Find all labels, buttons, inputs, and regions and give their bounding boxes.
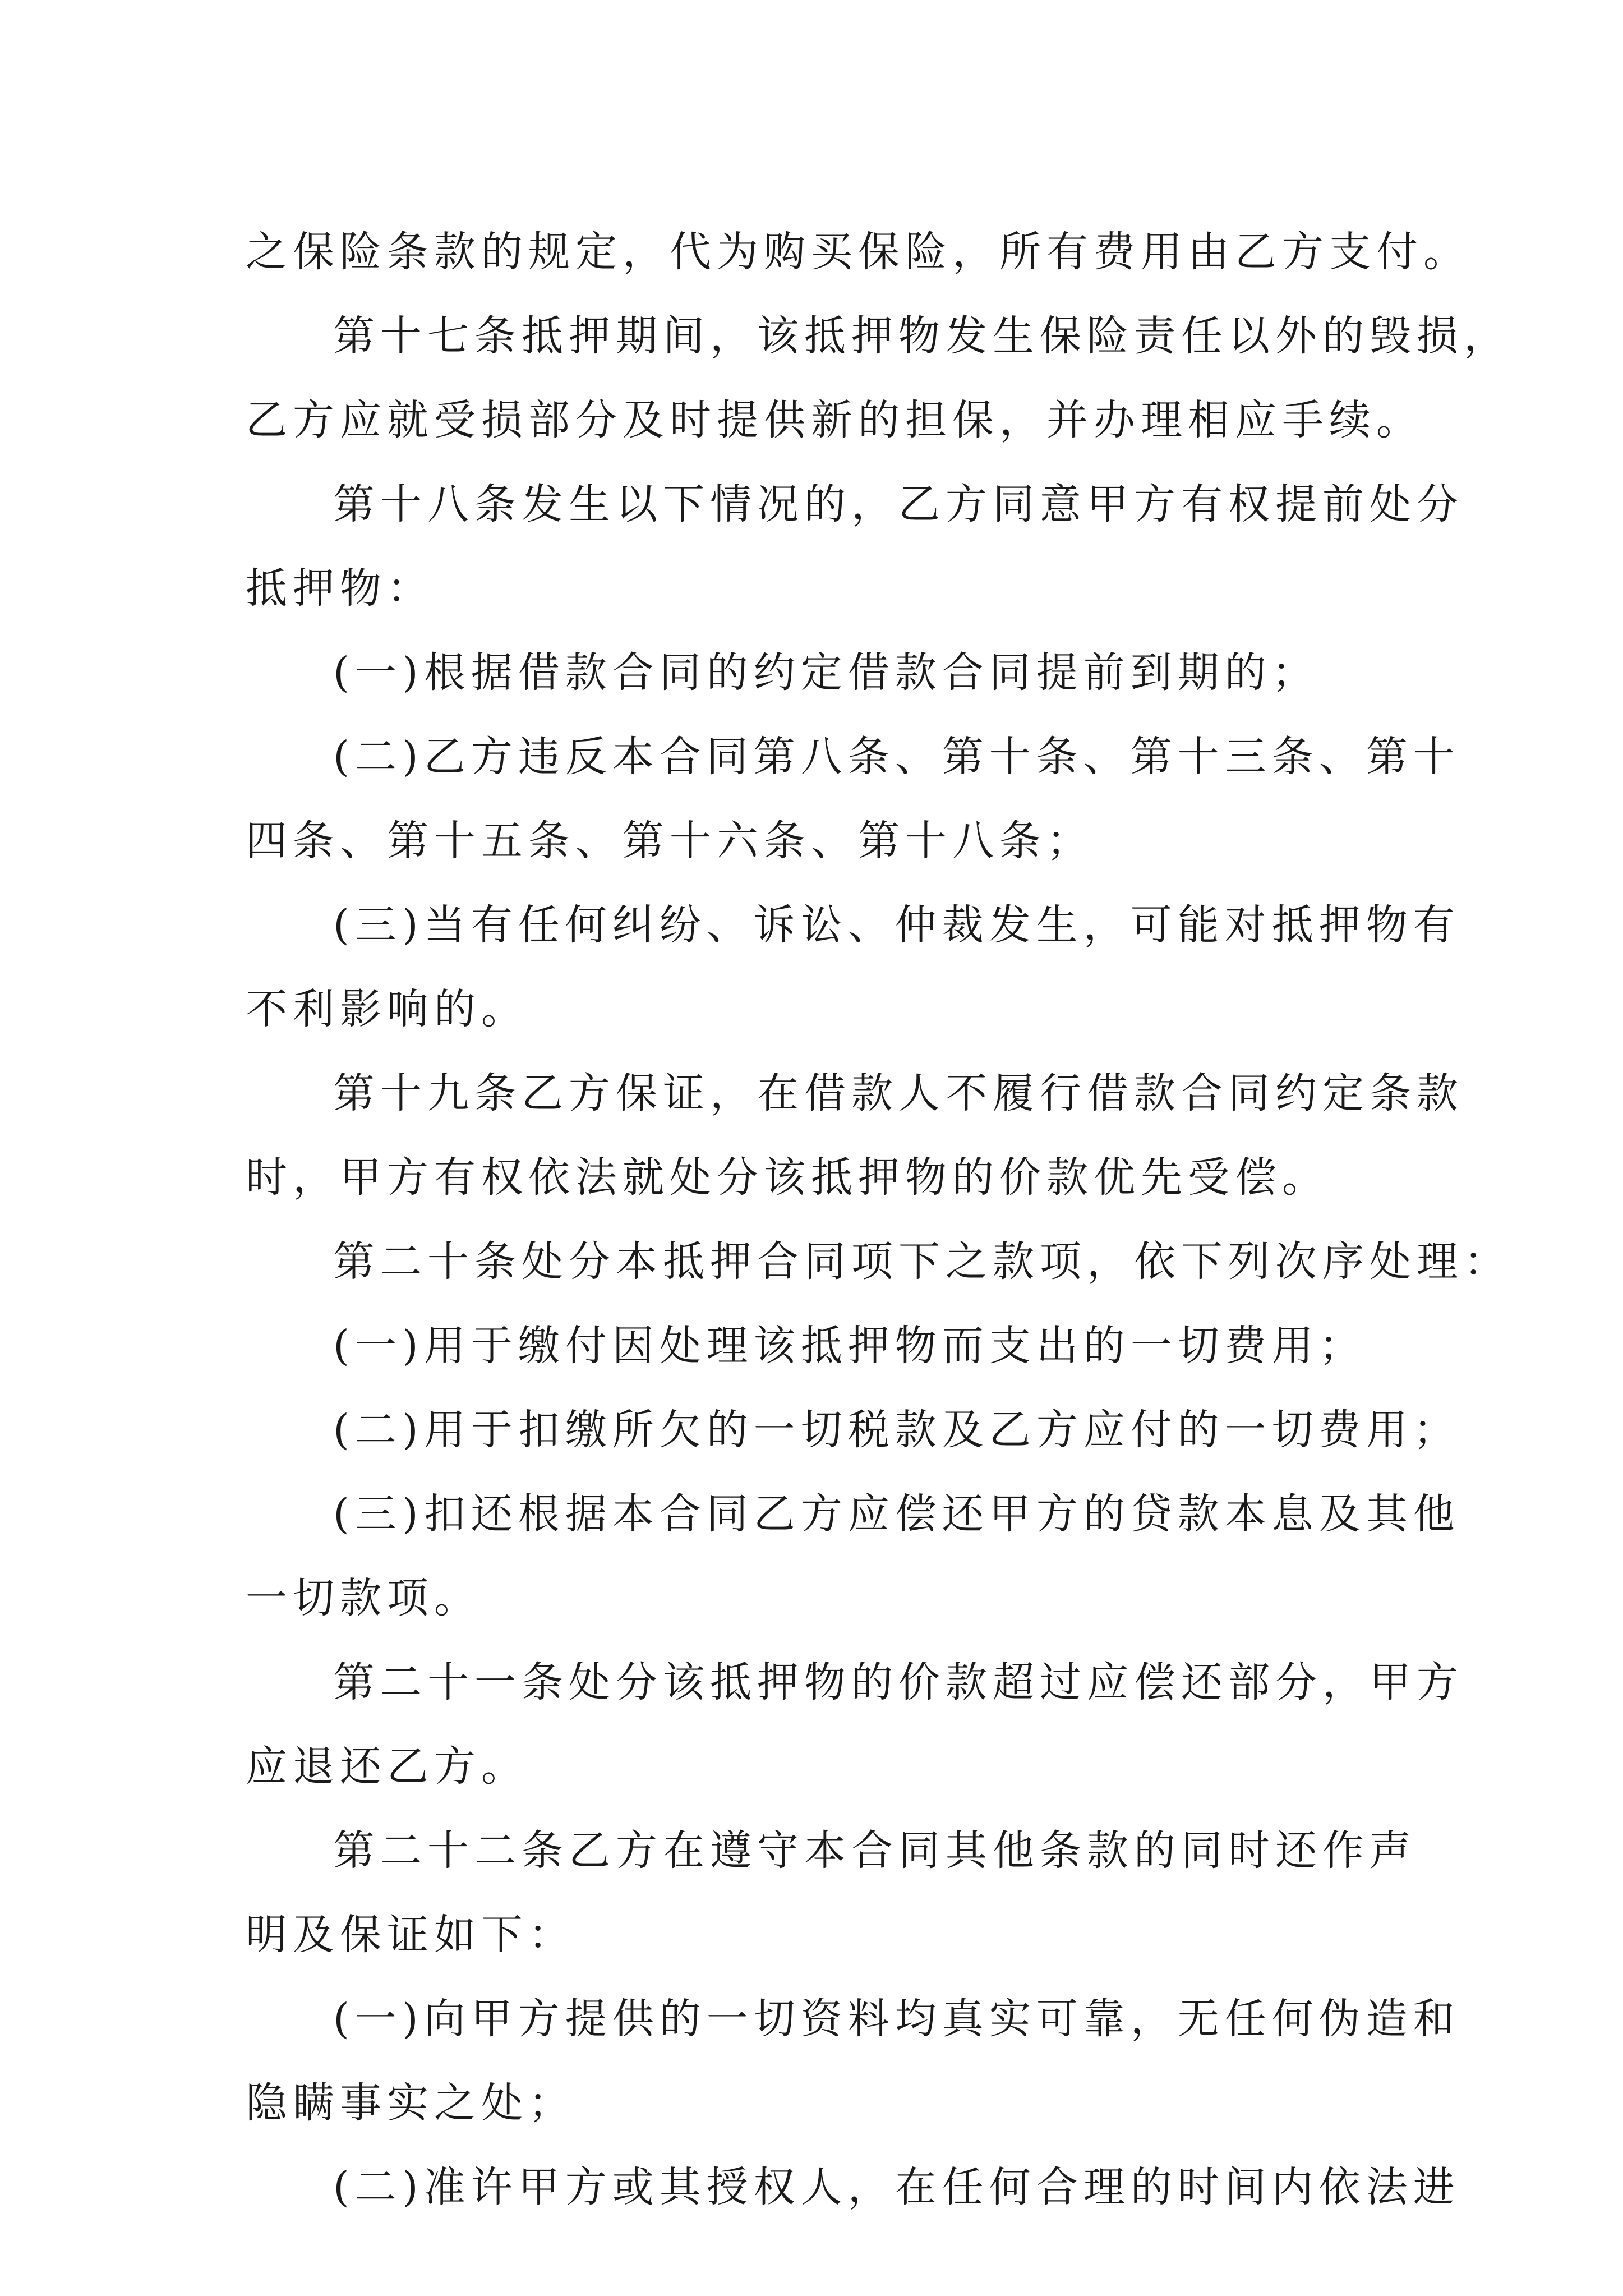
text-line: 时，甲方有权依法就处分该抵押物的价款优先受偿。	[246, 1153, 1329, 1202]
text-line: 一切款项。	[246, 1574, 481, 1622]
document-body	[246, 210, 1511, 2229]
text-line: 之保险条款的规定，代为购买保险，所有费用由乙方支付。	[246, 228, 1470, 276]
text-line: (二)准许甲方或其授权人，在任何合理的时间内依法进	[333, 2163, 1460, 2211]
text-line: 乙方应就受损部分及时提供新的担保，并办理相应手续。	[246, 396, 1423, 444]
text-line: (一)向甲方提供的一切资料均真实可靠，无任何伪造和	[333, 1995, 1460, 2043]
text-line: 不利影响的。	[246, 985, 528, 1033]
text-line: 抵押物：	[246, 564, 434, 613]
text-line: 第二十二条乙方在遵守本合同其他条款的同时还作声	[333, 1826, 1417, 1875]
text-line: 隐瞒事实之处；	[246, 2079, 575, 2127]
text-line: 第十九条乙方保证，在借款人不履行借款合同约定条款	[333, 1069, 1464, 1117]
text-line: (二)乙方违反本合同第八条、第十条、第十三条、第十	[333, 733, 1460, 781]
text-line: (三)当有任何纠纷、诉讼、仲裁发生，可能对抵押物有	[333, 901, 1460, 949]
text-line: 四条、第十五条、第十六条、第十八条；	[246, 817, 1094, 865]
text-line: (二)用于扣缴所欠的一切税款及乙方应付的一切费用；	[333, 1406, 1460, 1454]
text-line: 明及保证如下：	[246, 1911, 575, 1959]
text-line: (三)扣还根据本合同乙方应偿还甲方的贷款本息及其他	[333, 1490, 1460, 1538]
text-line: (一)根据借款合同的约定借款合同提前到期的；	[333, 648, 1319, 697]
text-line: 第二十一条处分该抵押物的价款超过应偿还部分，甲方	[333, 1658, 1464, 1706]
text-line: 第十八条发生以下情况的，乙方同意甲方有权提前处分	[333, 480, 1464, 528]
text-line: 应退还乙方。	[246, 1742, 528, 1791]
text-line: 第十七条抵押期间，该抵押物发生保险责任以外的毁损，	[333, 312, 1511, 360]
text-line: 第二十条处分本抵押合同项下之款项，依下列次序处理：	[333, 1237, 1511, 1286]
text-line: (一)用于缴付因处理该抵押物而支出的一切费用；	[333, 1322, 1366, 1370]
